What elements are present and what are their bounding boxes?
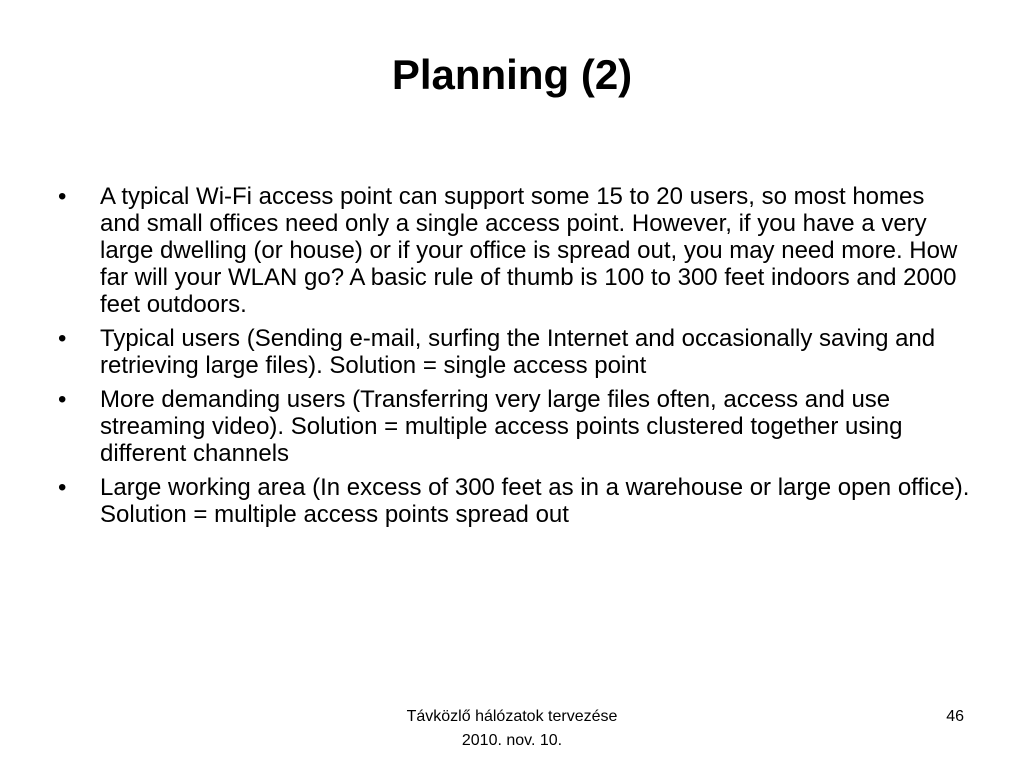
bullet-item bbox=[58, 183, 970, 318]
bullet-marker: • bbox=[58, 325, 67, 352]
bullet-item bbox=[58, 386, 970, 467]
bullet-marker: • bbox=[58, 386, 67, 413]
bullet-text: A typical Wi-Fi access point can support some 15 to 20 users, so most homes and small offices need only a single access point. However, if you have a very large dwelling (or house) or if your office is spread out, you may need more. How far will your WLAN go? A basic rule of thumb is 100 to 300 feet indoors and 2000 feet outdoors. bbox=[100, 183, 958, 318]
bullet-text: More demanding users (Transferring very large files often, access and use streaming video). Solution = multiple access points clustered together using different channels bbox=[100, 386, 903, 467]
bullet-marker: • bbox=[58, 474, 67, 501]
bullet-item bbox=[58, 325, 970, 379]
bullet-text: Large working area (In excess of 300 feet as in a warehouse or large open office). Solution = multiple access points spread out bbox=[100, 474, 970, 528]
bullet-marker: • bbox=[58, 183, 67, 210]
bullet-text: Typical users (Sending e-mail, surfing the Internet and occasionally saving and retrieving large files). Solution = single access point bbox=[100, 325, 936, 379]
bullet-item bbox=[58, 474, 970, 528]
footer-date: 2010. nov. 10. bbox=[461, 732, 563, 749]
footer-info bbox=[312, 705, 712, 753]
footer-course-title: Távközlő hálózatok tervezése bbox=[406, 708, 618, 725]
bullet-list bbox=[58, 183, 970, 535]
slide-title: Planning (2) bbox=[391, 51, 633, 98]
page-number: 46 bbox=[946, 708, 964, 725]
